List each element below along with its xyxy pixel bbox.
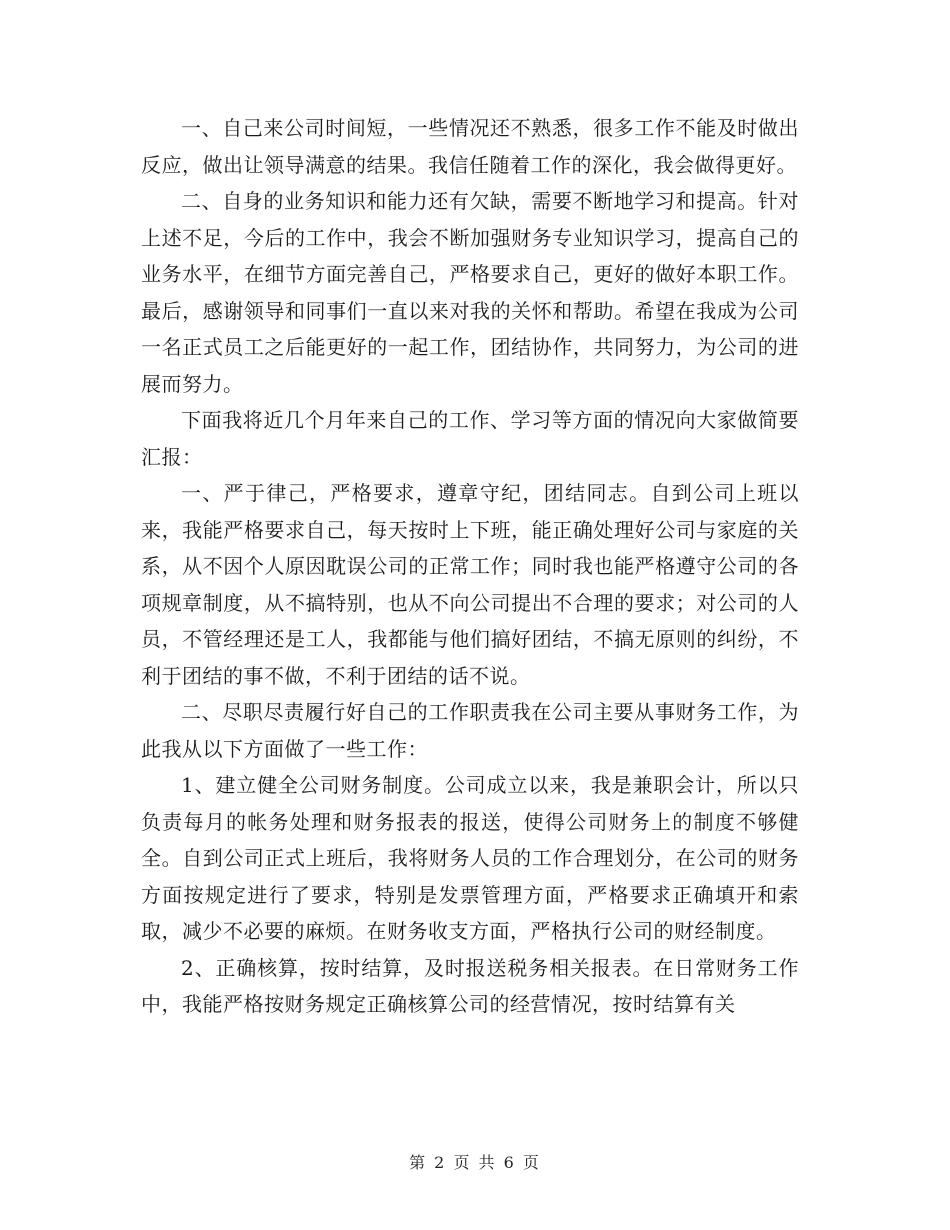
paragraph-knowledge-shortcoming: 二、自身的业务知识和能力还有欠缺，需要不断地学习和提高。针对上述不足，今后的工作中，我会不断加强财务专业知识学习，提高自己的业务水平，在细节方面完善自己，严格要求自己，更好的做好本职工作。最后，感谢领导和同事们一直以来对我的关怀和帮助。希望在我成为公司一名正式员工之后能更好的一起工作，团结协作，共同努力，为公司的进展而努力。 — [141, 189, 799, 396]
paragraph-self-intro-shortcoming: 一、自己来公司时间短，一些情况还不熟悉，很多工作不能及时做出反应，做出让领导满意的结果。我信任随着工作的深化，我会做得更好。 — [141, 116, 799, 177]
paragraph-duties: 二、尽职尽责履行好自己的工作职责我在公司主要从事财务工作，为此我从以下方面做了一些工作： — [141, 700, 799, 761]
page-footer: 第 2 页 共 6 页 — [409, 1153, 541, 1172]
document-body — [141, 110, 799, 1023]
paragraph-finance-system: 1、建立健全公司财务制度。公司成立以来，我是兼职会计，所以只负责每月的帐务处理和财务报表的报送，使得公司财务上的制度不够健全。自到公司正式上班后，我将财务人员的工作合理划分，在公司的财务方面按规定进行了要求，特别是发票管理方面，严格要求正确填开和索取，减少不必要的麻烦。在财务收支方面，严格执行公司的财经制度。 — [141, 773, 799, 943]
paragraph-discipline: 一、严于律己，严格要求，遵章守纪，团结同志。自到公司上班以来，我能严格要求自己，每天按时上下班，能正确处理好公司与家庭的关系，从不因个人原因耽误公司的正常工作；同时我也能严格遵守公司的各项规章制度，从不搞特别，也从不向公司提出不合理的要求；对公司的人员，不管经理还是工人，我都能与他们搞好团结，不搞无原则的纠纷，不利于团结的事不做，不利于团结的话不说。 — [141, 481, 799, 688]
paragraph-accounting: 2、正确核算，按时结算，及时报送税务相关报表。在日常财务工作中，我能严格按财务规定正确核算公司的经营情况，按时结算有关 — [141, 955, 799, 1016]
paragraph-report-intro: 下面我将近几个月年来自己的工作、学习等方面的情况向大家做简要汇报： — [141, 408, 799, 469]
